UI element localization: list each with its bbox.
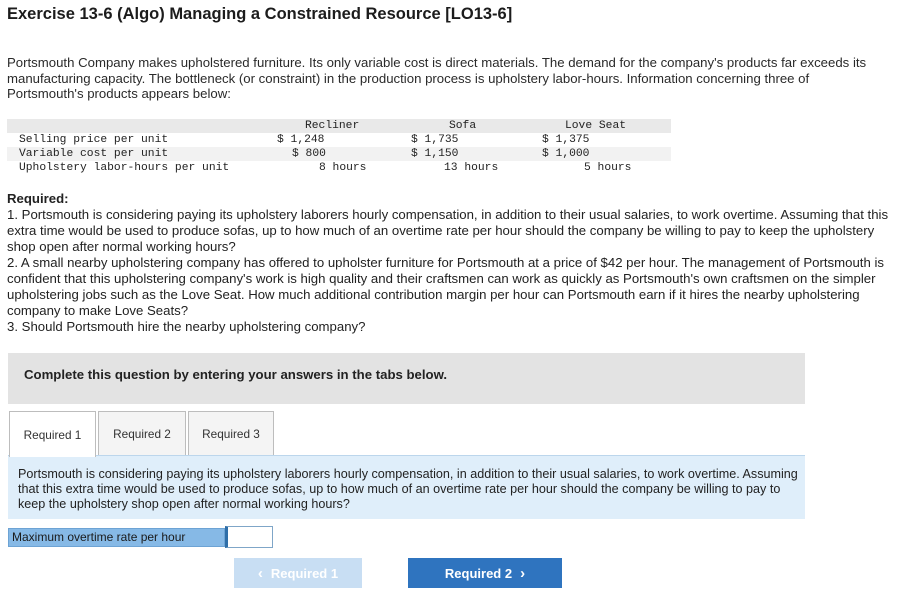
cell-recliner: 8 hours (319, 162, 367, 174)
table-header-row (7, 119, 671, 133)
previous-button-label: Required 1 (270, 565, 339, 581)
cell-sofa: 13 hours (444, 162, 499, 174)
table-row (7, 133, 671, 147)
column-header-recliner: Recliner (305, 120, 360, 132)
required-heading: Required: (7, 191, 69, 206)
cell-recliner: $ 800 (292, 148, 326, 160)
tab-required-3[interactable]: Required 3 (188, 411, 274, 456)
previous-button[interactable] (234, 558, 362, 588)
column-header-sofa: Sofa (449, 120, 477, 132)
cell-sofa: $ 1,150 (411, 148, 459, 160)
row-label: Variable cost per unit (19, 148, 169, 160)
cell-love-seat: $ 1,000 (542, 148, 590, 160)
required-item-2: 2. A small nearby upholstering company has offered to upholster furniture for Portsmouth at a price of $42 per hour. The management of Portsmouth is confident that this upholstering company's work is high quality and their craftsmen can work as quickly as Portsmouth's own craftsmen on the simpler upholstering jobs such as the Love Seat. How much additional contribution margin per hour can Portsmouth earn if it hires the nearby upholstering company to make Love Seats? (7, 255, 884, 318)
instruction-banner (8, 353, 805, 404)
chevron-right-icon: › (520, 564, 526, 582)
instruction-text: Complete this question by entering your answers in the tabs below. (24, 367, 448, 382)
answer-label: Maximum overtime rate per hour (8, 528, 225, 547)
tab-required-2[interactable]: Required 2 (98, 411, 186, 456)
tab-required-1[interactable]: Required 1 (9, 411, 96, 457)
page-title: Exercise 13-6 (Algo) Managing a Constrained Resource [LO13-6] (7, 5, 513, 23)
table-row (7, 147, 671, 161)
cell-love-seat: $ 1,375 (542, 134, 590, 146)
tab-question-text: Portsmouth is considering paying its upholstery laborers hourly compensation, in addition to their usual salaries, to work overtime. Assuming that this extra time would be used to produce sofas, up to how much of an overtime rate per hour should the company be willing to pay to keep the upholstery shop open after normal working hours? (18, 467, 798, 511)
product-data-table (7, 119, 671, 175)
overtime-rate-input[interactable] (225, 526, 273, 548)
row-label: Selling price per unit (19, 134, 169, 146)
column-header-love-seat: Love Seat (565, 120, 627, 132)
chevron-left-icon: ‹ (257, 564, 263, 582)
next-button[interactable] (408, 558, 562, 588)
required-item-1: 1. Portsmouth is considering paying its upholstery laborers hourly compensation, in addition to their usual salaries, to work overtime. Assuming that this extra time would be used to produce sofas, up to how much of an overtime rate per hour should the company be willing to pay to keep the upholstery shop open after normal working hours? (7, 207, 889, 254)
tab-question-panel (8, 455, 805, 519)
required-section (7, 191, 892, 335)
problem-intro: Portsmouth Company makes upholstered furniture. Its only variable cost is direct materials. The demand for the company's products far exceeds its manufacturing capacity. The bottleneck (or constraint) in the production process is upholstery labor-hours. Information concerning three of Portsmouth's products appears below: (7, 55, 867, 101)
cell-love-seat: 5 hours (584, 162, 632, 174)
table-row (7, 161, 671, 175)
next-button-label: Required 2 (444, 565, 513, 581)
required-item-3: 3. Should Portsmouth hire the nearby upholstering company? (7, 319, 366, 334)
row-label: Upholstery labor-hours per unit (19, 162, 230, 174)
cell-recliner: $ 1,248 (277, 134, 325, 146)
cell-sofa: $ 1,735 (411, 134, 459, 146)
